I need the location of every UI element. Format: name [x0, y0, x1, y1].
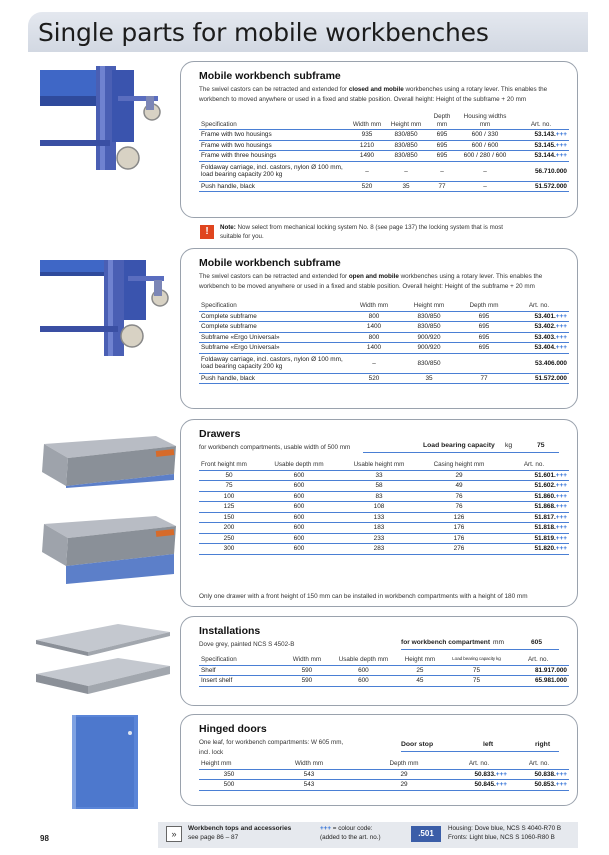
table-row: Foldaway carriage, incl. castors, nylon Ø 100 mm, load bearing capacity 200 kg – 830/850 53.406.000 — [199, 353, 569, 373]
spec-table: Specification Width mm Height mm Depth mm Art. no. Complete subframe 800 830/850 695 53.401.+++ Complete subframe 1400 830/850 695 53.402.+++ Subframe «Ergo Universal» 800 900/920 695 53.403.+++ Subframe «Ergo Universal» 1400 900/920 695 53.404.+++ Foldaway carriage, incl. castors, nylon Ø 100 mm, load bearing capacity 200 kg – 830/850 53.406.000 Push handle, black 520 35 77 51.572.000 — [201, 302, 567, 382]
section-subframe-closed — [180, 61, 578, 218]
table-row: 100 600 83 76 51.860.+++ — [199, 491, 569, 502]
door-image — [70, 713, 142, 811]
table-row: Frame with two housings 1210 830/850 695 600 / 600 53.145.+++ — [201, 141, 567, 149]
section-subtitle: Dove grey, painted NCS S 4502-B — [199, 641, 295, 648]
related-page-link[interactable]: Workbench tops and accessories see page 86 – 87 — [188, 825, 292, 841]
table-row: 350 543 29 50.833.+++ 50.838.+++ — [199, 769, 569, 780]
spec-table: Specification Width mm Usable depth mm Height mm Load bearing capacity kg Art. no. Shelf 590 600 25 75 81.917.000 Insert shelf 590 600 45 75 65.981.000 — [201, 656, 567, 685]
table-row: Shelf 590 600 25 75 81.917.000 — [201, 666, 567, 674]
colour-code-badge: .501 — [411, 826, 441, 842]
section-subtitle: One leaf, for workbench compartments: W 605 mm, incl. lock — [199, 739, 344, 756]
door-stop-row: Door stop left right — [401, 741, 559, 752]
table-row: Foldaway carriage, incl. castors, nylon Ø 100 mm, load bearing capacity 200 kg – – – – 56.710.000 — [199, 161, 569, 181]
table-row: Frame with three housings 1490 830/850 695 600 / 280 / 600 53.144.+++ — [201, 152, 567, 160]
table-row: 500 543 29 50.845.+++ 50.853.+++ — [199, 780, 569, 791]
colour-code-legend: +++ = colour code: (added to the art. no.) — [320, 825, 381, 841]
drawer-footnote: Only one drawer with a front height of 150 mm can be installed in workbench compartments with a height of 180 mm — [199, 593, 528, 600]
table-row: 125 600 108 76 51.868.+++ — [199, 502, 569, 513]
subframe-closed-image — [40, 66, 180, 176]
spec-table: Front height mm Usable depth mm Usable height mm Casing height mm Art. no. 50 600 33 29 51.601.+++ 75 600 58 49 51.602.+++ 100 600 83 76 51.860.+++ 125 600 108 76 51.868.+++ 150 600 133 126 51.817.+++ 200 600 183 176 51.818.+++ 250 600 233 176 51.819.+++ 300 600 283 276 51.820.+++ — [201, 461, 567, 553]
table-row: Push handle, black 520 35 77 – 51.572.000 — [201, 182, 567, 190]
spec-table: Specification Width mm Height mm Depth mm Housing widths mm Art. no. Frame with two housings 935 830/850 695 600 / 330 53.143.+++ Frame with two housings 1210 830/850 695 600 / 600 53.145.+++ Frame with three housings 1490 830/850 695 600 / 280 / 600 53.144.+++ Foldaway carriage, incl. castors, nylon Ø 100 mm, load bearing capacity 200 kg – – – – 56.710.000 Push handle, black 520 35 77 – 51.572.000 — [201, 113, 567, 190]
table-row: 300 600 283 276 51.820.+++ — [199, 544, 569, 555]
section-title: Mobile workbench subframe — [199, 257, 341, 269]
section-title: Installations — [199, 625, 261, 637]
colour-description: Housing: Dove blue, NCS S 4040-R70 B Fronts: Light blue, NCS S 1060-R80 B — [448, 825, 562, 841]
table-row: 150 600 133 126 51.817.+++ — [199, 512, 569, 523]
section-hinged-doors — [180, 714, 578, 806]
compartment-row: for workbench compartment mm 605 — [401, 639, 559, 650]
drawer-image-2 — [38, 514, 178, 584]
table-row: Complete subframe 1400 830/850 695 53.402.+++ — [201, 323, 567, 331]
section-subtitle: for workbench compartments, usable width of 500 mm — [199, 444, 351, 451]
table-row: 50 600 33 29 51.601.+++ — [199, 470, 569, 481]
table-row: Subframe «Ergo Universal» 800 900/920 695 53.403.+++ — [201, 333, 567, 341]
capacity-row: Load bearing capacity kg 75 — [363, 442, 559, 453]
table-row: Insert shelf 590 600 45 75 65.981.000 — [201, 677, 567, 685]
section-title: Mobile workbench subframe — [199, 70, 341, 82]
spec-table: Height mm Width mm Depth mm Art. no. Art. no. 350 543 29 50.833.+++ 50.838.+++ 500 543 29 50.845.+++ 50.853.+++ — [201, 760, 567, 789]
note: ! Note: Now select from mechanical locking system No. 8 (see page 137) the locking system that is most suitable for you. — [200, 224, 520, 241]
section-title: Hinged doors — [199, 723, 267, 735]
warning-icon: ! — [200, 225, 214, 239]
table-row: 250 600 233 176 51.819.+++ — [199, 533, 569, 544]
section-title: Drawers — [199, 428, 241, 440]
table-row: 75 600 58 49 51.602.+++ — [199, 481, 569, 492]
table-row: Complete subframe 800 830/850 695 53.401.+++ — [201, 312, 567, 320]
table-row: Frame with two housings 935 830/850 695 600 / 330 53.143.+++ — [201, 131, 567, 139]
section-description: The swivel castors can be retracted and extended for closed and mobile workbenches using a rotary lever. This enables the workbench to moved anywhere or used in a fixed and stable position. Overall height: Height of the subframe + 20 mm — [199, 86, 548, 103]
page-number: 98 — [40, 834, 49, 843]
shelf-image-2 — [36, 656, 176, 700]
table-row: Push handle, black 520 35 77 51.572.000 — [201, 374, 567, 382]
subframe-open-image — [40, 256, 180, 360]
section-drawers — [180, 419, 578, 607]
table-row: Subframe «Ergo Universal» 1400 900/920 695 53.404.+++ — [201, 344, 567, 352]
section-installations — [180, 616, 578, 706]
section-subframe-open — [180, 248, 578, 409]
double-arrow-icon[interactable]: » — [166, 826, 182, 842]
drawer-image-1 — [38, 432, 178, 488]
section-description: The swivel castors can be retracted and extended for open and mobile workbenches using a rotary lever. This enables the workbench to be moved anywhere or used in a fixed and stable position. Overall height: Height of the subframe + 20 mm — [199, 273, 543, 290]
table-row: 200 600 183 176 51.818.+++ — [199, 523, 569, 534]
page-title: Single parts for mobile workbenches — [38, 18, 489, 47]
